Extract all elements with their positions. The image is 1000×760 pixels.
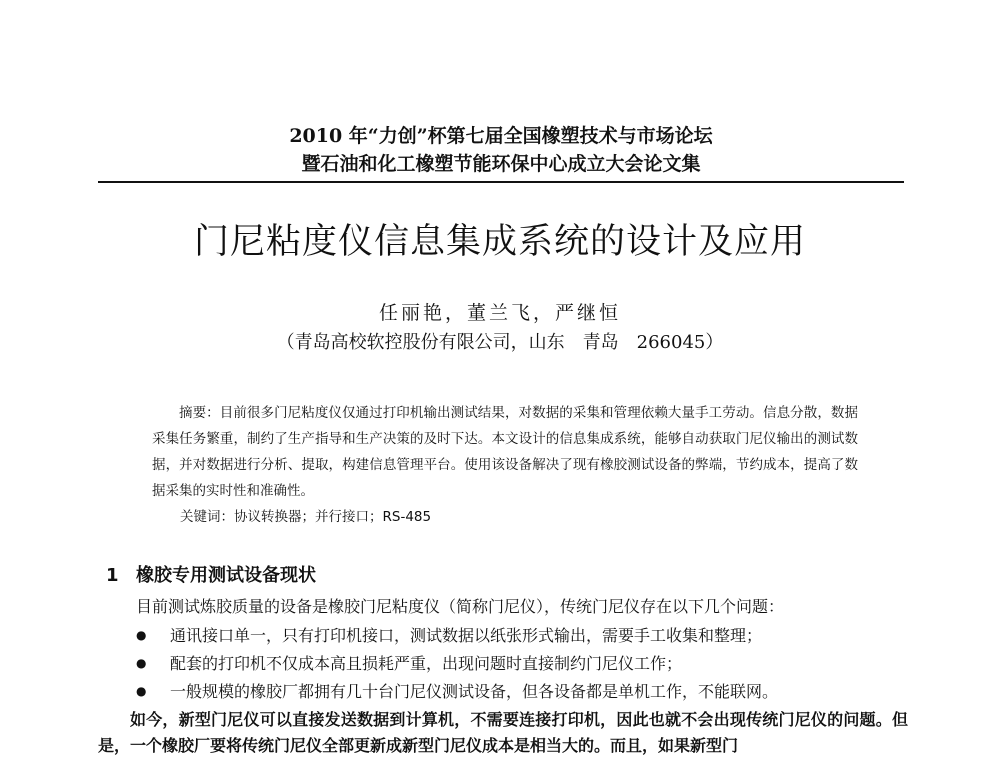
list-item-text: 一般规模的橡胶厂都拥有几十台门尼仪测试设备，但各设备都是单机工作，不能联网。: [170, 682, 779, 701]
abstract: 摘要：目前很多门尼粘度仪仅通过打印机输出测试结果，对数据的采集和管理依赖大量手工劳动。信息分散，数据采集任务繁重，制约了生产指导和生产决策的及时下达。本文设计的信息集成系统，能够自动获取门尼仪输出的测试数据，并对数据进行分析、提取，构建信息管理平台。使用该设备解决了现有橡胶测试设备的弊端，节约成本，提高了数据采集的实时性和准确性。: [152, 405, 858, 499]
issue-list: [136, 622, 778, 706]
section-intro: 目前测试炼胶质量的设备是橡胶门尼粘度仪（简称门尼仪），传统门尼仪存在以下几个问题：: [136, 597, 785, 616]
section-title: 橡胶专用测试设备现状: [136, 565, 316, 586]
keywords: 关键词：协议转换器；并行接口；RS-485: [180, 509, 432, 525]
proceedings-header: [98, 122, 904, 178]
authors: 任丽艳，董兰飞，严继恒: [378, 302, 621, 324]
list-item: [136, 678, 778, 706]
list-item: [136, 622, 778, 650]
body-paragraph: 如今，新型门尼仪可以直接发送数据到计算机，不需要连接打印机，因此也就不会出现传统门尼仪的问题。但是，一个橡胶厂要将传统门尼仪全部更新成新型门尼仪成本是相当大的。而且，如果新型门: [98, 710, 908, 755]
list-item-text: 通讯接口单一，只有打印机接口，测试数据以纸张形式输出，需要手工收集和整理；: [170, 626, 763, 645]
paper-title: 门尼粘度仪信息集成系统的设计及应用: [193, 222, 806, 262]
bullet-icon: ●: [136, 684, 147, 698]
list-item: [136, 650, 778, 678]
affiliation: （青岛高校软控股份有限公司，山东 青岛 266045）: [276, 332, 724, 353]
proceedings-header-line-2: 暨石油和化工橡塑节能环保中心成立大会论文集: [301, 153, 701, 175]
section-heading: [106, 563, 316, 589]
list-item-text: 配套的打印机不仅成本高且损耗严重，出现问题时直接制约门尼仪工作；: [170, 654, 683, 673]
bullet-icon: ●: [136, 628, 147, 642]
proceedings-header-line-1: 2010 年“力创”杯第七届全国橡塑技术与市场论坛: [289, 125, 713, 147]
section-number: 1: [106, 565, 119, 586]
header-rule: [98, 181, 904, 183]
bullet-icon: ●: [136, 656, 147, 670]
